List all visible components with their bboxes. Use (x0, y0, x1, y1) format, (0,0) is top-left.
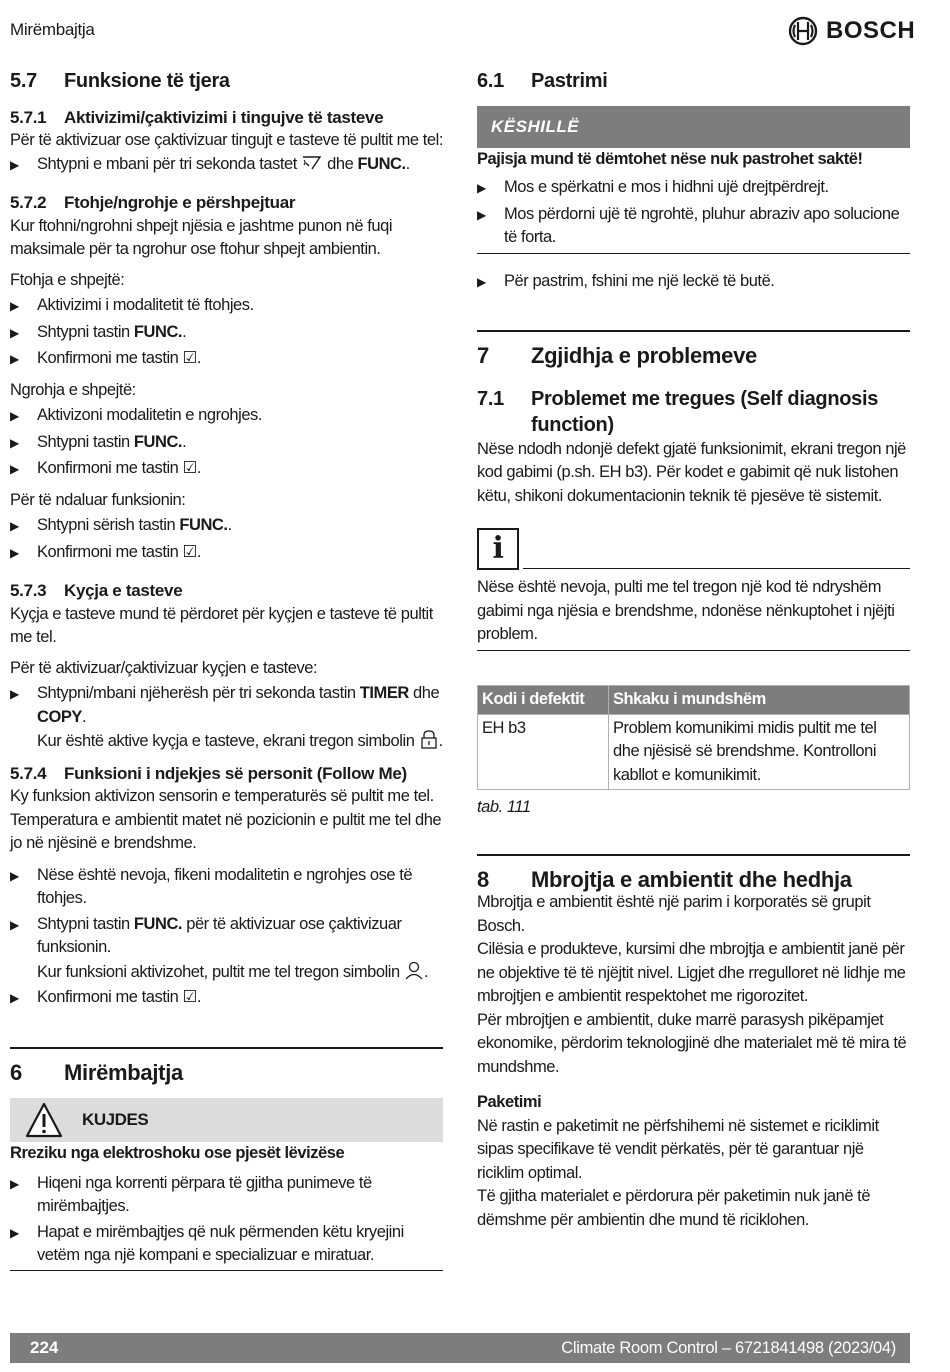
info-box (477, 528, 910, 570)
error-table (477, 685, 910, 791)
section-divider (477, 854, 910, 856)
bullet-icon: ▶ (10, 687, 19, 701)
table-header-row (478, 685, 910, 714)
result-text: Kur është aktive kyçja e tasteve, ekrani tregon simbolin . (10, 729, 443, 754)
section-5-7-3-heading: 5.7.3 Kyçja e tasteve (10, 581, 183, 600)
list-item: ▶ Për pastrim, fshini me një leckë të butë. (477, 270, 910, 295)
bullet-icon: ▶ (10, 409, 19, 423)
bullet-icon: ▶ (10, 1176, 19, 1191)
page-header-title: Mirëmbajtja (10, 20, 95, 39)
info-text: Nëse është nevoja, pulti me tel tregon një kod të ndryshëm gabimi nga njësia e brendshme, ndonëse nënkuptohet i njëjti problem. (477, 578, 895, 643)
bullet-icon: ▶ (10, 519, 19, 533)
paragraph: Nëse ndodh ndonjë defekt gjatë funksionimit, ekrani tregon një kod gabimi (p.sh. EH b3). Për kodet e gabimit që nuk listohen këtu, shikoni dokumentacionin teknik të pjesëve të sistemit. (477, 439, 906, 505)
brand-name: BOSCH (826, 17, 916, 44)
right-column (477, 70, 910, 1232)
warning-triangle-icon (24, 1101, 64, 1139)
paragraph: Kyçja e tasteve mund të përdoret për kyçjen e tasteve të pultit me tel. (10, 604, 433, 646)
paragraph: Ky funksion aktivizon sensorin e temperaturës së pultit me tel. Temperatura e ambientit matet në pozicionin e pultit me tel dhe jo në njësinë e brendshme. (10, 787, 442, 852)
table-row (478, 714, 910, 790)
list-item: ▶ Mos e spërkatni e mos i hidhni ujë drejtpërdrejt. (477, 176, 910, 201)
section-5-7-heading: 5.7 Funksione të tjera (10, 70, 230, 92)
fan-swing-icon (301, 154, 323, 172)
table-caption: tab. 111 (477, 798, 531, 816)
paragraph: Të gjitha materialet e përdorura për paketimin nuk janë të dëmshme për ambientin dhe mund të riciklohen. (477, 1187, 871, 1229)
bullet-icon: ▶ (10, 868, 19, 883)
result-text: Kur funksioni aktivizohet, pultit me tel tregon simbolin . (10, 960, 443, 985)
list-item: ▶ Shtypni tastin FUNC.. (10, 321, 443, 346)
info-icon: i (477, 528, 519, 570)
section-7-1-heading: 7.1 Problemet me tregues (Self diagnosis function) (477, 387, 879, 436)
list-item: ▶ Konfirmoni me tastin ☑. (10, 347, 443, 372)
document-reference: Climate Room Control – 6721841498 (2023/04) (561, 1338, 896, 1357)
caution-end-rule (10, 1270, 443, 1271)
section-6-heading: 6 Mirëmbajtja (10, 1059, 183, 1085)
caution-heading: Rreziku nga elektroshoku ose pjesët lëvizëse (10, 1144, 345, 1162)
info-rule (523, 568, 910, 569)
list-item: ▶ Konfirmoni me tastin ☑. (10, 541, 443, 566)
person-icon (404, 960, 424, 980)
paragraph: Mbrojtja e ambientit është një parim i korporatës së grupit Bosch. (477, 893, 871, 935)
subheading: Paketimi (477, 1093, 542, 1111)
section-7-heading: 7 Zgjidhja e problemeve (477, 343, 757, 368)
list-item: ▶ Konfirmoni me tastin ☑. (10, 457, 443, 482)
bullet-icon: ▶ (477, 207, 486, 222)
bosch-armature-icon (788, 16, 818, 46)
paragraph: Për mbrojtjen e ambientit, duke marrë parasysh pikëpamjet ekonomike, përdorim teknologjinë dhe materialet më të mira të mundshme. (477, 1010, 907, 1076)
section-5-7-4-heading: 5.7.4 Funksioni i ndjekjes së personit (Follow Me) (10, 763, 407, 783)
bullet-icon: ▶ (477, 181, 486, 195)
page-footer (10, 1333, 910, 1363)
section-5-7-2-heading: 5.7.2 Ftohje/ngrohje e përshpejtuar (10, 193, 296, 212)
bullet-icon: ▶ (10, 299, 19, 313)
list-item: ▶ Konfirmoni me tastin ☑. (10, 986, 443, 1011)
list-item: ▶ Shtypni/mbani njëherësh për tri sekonda tastin TIMER dhe COPY. (10, 682, 443, 729)
bullet-icon: ▶ (10, 991, 19, 1005)
bullet-icon: ▶ (10, 917, 19, 932)
sublabel: Ngrohja e shpejtë: (10, 380, 136, 399)
table-header-cell: Kodi i defektit (478, 685, 609, 714)
list-item: ▶ Nëse është nevoja, fikeni modalitetin e ngrohjes ose të ftohjes. (10, 864, 443, 911)
list-item: ▶ Aktivizoni modalitetin e ngrohjes. (10, 404, 443, 429)
bullet-icon: ▶ (10, 157, 19, 172)
list-item: ▶ Hiqeni nga korrenti përpara të gjitha punimeve të mirëmbajtjes. (10, 1172, 443, 1219)
paragraph: Kur ftohni/ngrohni shpejt njësia e jashtme punon në fuqi maksimale për ta ngrohur ose ftohur shpejt ambientin. (10, 216, 393, 258)
section-divider (477, 330, 910, 332)
notice-heading: Pajisja mund të dëmtohet nëse nuk pastrohet saktë! (477, 149, 863, 168)
section-8-heading: 8 Mbrojtja e ambientit dhe hedhja (477, 866, 852, 892)
list-item: ▶ Aktivizimi i modalitetit të ftohjes. (10, 294, 443, 319)
bullet-icon: ▶ (10, 462, 19, 476)
notice-label: KËSHILLË (491, 116, 580, 136)
notice-box (477, 106, 910, 148)
paragraph: Për të aktivizuar/çaktivizuar kyçjen e tasteve: (10, 658, 318, 677)
brand-logo (788, 16, 915, 46)
sublabel: Ftohja e shpejtë: (10, 270, 125, 289)
bullet-icon: ▶ (10, 352, 19, 366)
table-header-cell: Shkaku i mundshëm (609, 685, 910, 714)
paragraph: Për të aktivizuar ose çaktivizuar tingujt e tasteve të pultit me tel: (10, 131, 443, 149)
caution-label: KUJDES (82, 1110, 149, 1130)
bullet-icon: ▶ (10, 545, 19, 560)
section-divider (10, 1047, 443, 1049)
section-6-1-heading: 6.1 Pastrimi (477, 70, 608, 92)
lock-icon (419, 729, 439, 749)
table-cell: Problem komunikimi midis pultit me tel dhe njësisë së brendshme. Kontrolloni kabllot e komunikimit. (609, 714, 910, 790)
list-item: ▶ Shtypni e mbani për tri sekonda tastet dhe FUNC.. (10, 153, 443, 178)
left-column (10, 70, 443, 1271)
info-end-rule (477, 650, 910, 651)
bullet-icon: ▶ (10, 1225, 19, 1240)
caution-box (10, 1098, 443, 1142)
list-item: ▶ Shtypni sërish tastin FUNC.. (10, 514, 443, 539)
sublabel: Për të ndaluar funksionin: (10, 490, 186, 509)
bullet-icon: ▶ (10, 325, 19, 340)
list-item: ▶ Shtypni tastin FUNC. për të aktivizuar ose çaktivizuar funksionin. (10, 913, 443, 960)
list-item: ▶ Mos përdorni ujë të ngrohtë, pluhur abraziv apo solucione të forta. (477, 203, 910, 250)
list-item: ▶ Shtypni tastin FUNC.. (10, 431, 443, 456)
table-cell: EH b3 (478, 714, 609, 790)
bullet-icon: ▶ (477, 274, 486, 289)
bullet-icon: ▶ (10, 435, 19, 450)
section-5-7-1-heading: 5.7.1 Aktivizimi/çaktivizimi i tingujve të tasteve (10, 107, 384, 127)
paragraph: Në rastin e paketimit ne përfshihemi në sistemet e riciklimit sipas specifikave të vendit përkatës, për të garantuar një riciklim optimal. (477, 1116, 879, 1182)
paragraph: Cilësia e produkteve, kursimi dhe mbrojtja e ambientit janë për ne objektive të të njëjtit nivel. Ligjet dhe rregulloret në lidhje me mbrojtjen e ambientit respektohet me rigorozitet. (477, 940, 906, 1005)
page-number: 224 (30, 1338, 59, 1357)
list-item: ▶ Hapat e mirëmbajtjes që nuk përmenden këtu kryejini vetëm nga një kompani e specializuar e miratuar. (10, 1221, 443, 1268)
